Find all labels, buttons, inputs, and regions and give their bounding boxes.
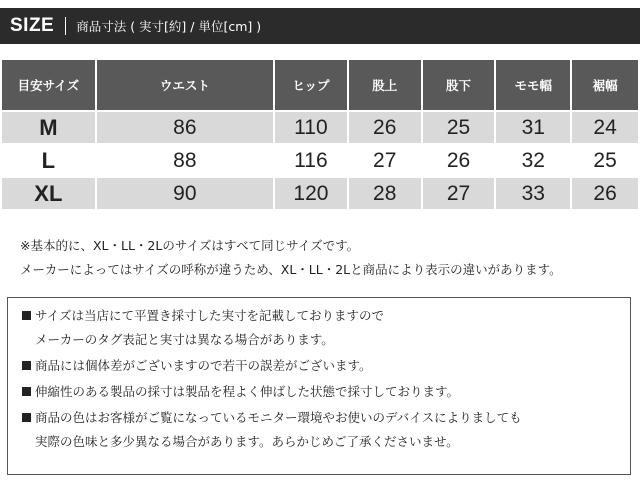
table-row bbox=[2, 145, 638, 176]
table-cell: 27 bbox=[349, 145, 421, 176]
size-label: XL bbox=[2, 178, 95, 209]
section-title: SIZE bbox=[10, 15, 55, 36]
table-cell: 26 bbox=[572, 178, 638, 209]
disclaimer-item bbox=[22, 406, 630, 454]
column-header: ヒップ bbox=[275, 60, 347, 110]
table-row bbox=[2, 178, 638, 209]
disclaimer-item bbox=[22, 354, 630, 378]
square-bullet-icon bbox=[22, 387, 31, 396]
column-header: 裾幅 bbox=[572, 60, 638, 110]
table-cell: 32 bbox=[496, 145, 570, 176]
table-cell: 25 bbox=[572, 145, 638, 176]
table-cell: 88 bbox=[97, 145, 273, 176]
table-cell: 27 bbox=[423, 178, 495, 209]
table-cell: 28 bbox=[349, 178, 421, 209]
disclaimer-line: 伸縮性のある製品の採寸は製品を程よく伸ばした状態で採寸しております。 bbox=[35, 384, 460, 399]
square-bullet-icon bbox=[22, 311, 31, 320]
section-subtitle: 商品寸法 ( 実寸[約] / 単位[cm] ) bbox=[76, 19, 262, 34]
table-cell: 90 bbox=[97, 178, 273, 209]
table-cell: 26 bbox=[349, 112, 421, 143]
column-header: モモ幅 bbox=[496, 60, 570, 110]
header-divider bbox=[65, 17, 66, 35]
table-cell: 110 bbox=[275, 112, 347, 143]
disclaimer-line: 商品には個体差がございますので若干の誤差がございます。 bbox=[35, 358, 372, 373]
disclaimer-line: 商品の色はお客様がご覧になっているモニター環境やお使いのデバイスによりましても bbox=[35, 410, 522, 425]
table-cell: 116 bbox=[275, 145, 347, 176]
note-line: メーカーによってはサイズの呼称が違うため、XL・LL・2Lと商品により表示の違いがあります。 bbox=[20, 262, 562, 277]
table-row bbox=[2, 112, 638, 143]
column-header: ウエスト bbox=[97, 60, 273, 110]
column-header: 股上 bbox=[349, 60, 421, 110]
table-cell: 120 bbox=[275, 178, 347, 209]
column-header: 目安サイズ bbox=[2, 60, 95, 110]
size-label: M bbox=[2, 112, 95, 143]
disclaimer-line: サイズは当店にて平置き採寸した実寸を記載しておりますので bbox=[35, 308, 385, 323]
table-cell: 33 bbox=[496, 178, 570, 209]
square-bullet-icon bbox=[22, 361, 31, 370]
section-header bbox=[0, 8, 640, 44]
size-table bbox=[0, 58, 640, 211]
table-header-row bbox=[2, 60, 638, 110]
column-header: 股下 bbox=[423, 60, 495, 110]
size-notes bbox=[20, 234, 562, 282]
disclaimer-item bbox=[22, 304, 630, 352]
size-label: L bbox=[2, 145, 95, 176]
table-cell: 26 bbox=[423, 145, 495, 176]
disclaimer-line: 実際の色味と多少異なる場合があります。あらかじめご了承くださいませ。 bbox=[35, 434, 459, 449]
table-cell: 31 bbox=[496, 112, 570, 143]
square-bullet-icon bbox=[22, 413, 31, 422]
disclaimer-item bbox=[22, 380, 630, 404]
table-cell: 24 bbox=[572, 112, 638, 143]
table-cell: 86 bbox=[97, 112, 273, 143]
disclaimer-line: メーカーのタグ表記と実寸は異なる場合があります。 bbox=[35, 332, 334, 347]
note-line: ※基本的に、XL・LL・2Lのサイズはすべて同じサイズです。 bbox=[20, 238, 360, 253]
disclaimer-box bbox=[7, 297, 631, 475]
table-cell: 25 bbox=[423, 112, 495, 143]
